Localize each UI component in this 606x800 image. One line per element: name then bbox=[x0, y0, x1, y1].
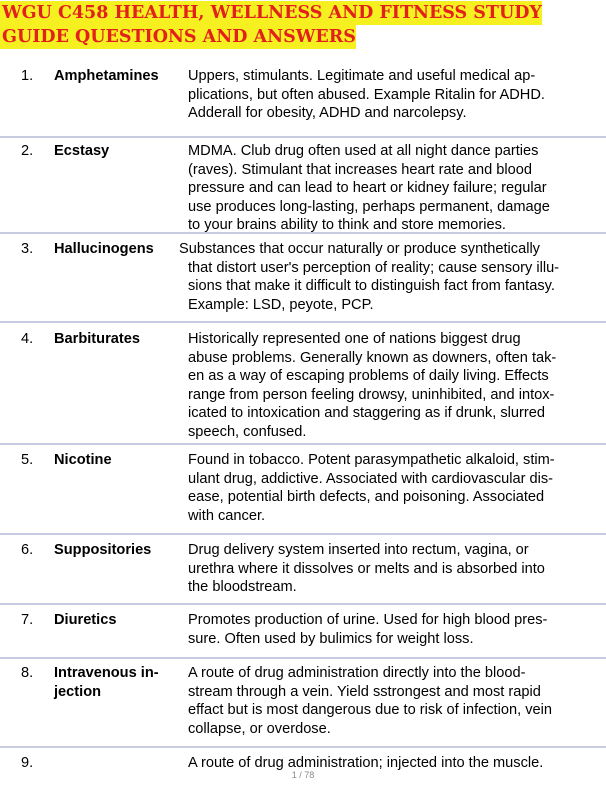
flashcard-row bbox=[0, 659, 606, 748]
flashcard-row bbox=[0, 234, 606, 323]
card-term: Amphetamines bbox=[54, 68, 159, 84]
card-definition: Historically represented one of nations biggest drug abuse problems. Generally known as downers, often tak- en as a way of escaping problems of daily living. Effects range from person feeling drowsy, uninhibited, and intox- icated to intoxication and staggering as if drunk, slurred speech, confused. bbox=[188, 331, 557, 440]
card-number: 3. bbox=[21, 241, 34, 257]
flashcard-row bbox=[0, 58, 606, 138]
card-definition: Promotes production of urine. Used for high blood pres- sure. Often used by bulimics for weight loss. bbox=[188, 612, 548, 647]
card-definition: Drug delivery system inserted into rectum, vagina, or urethra where it dissolves or melts and is absorbed into the bloodstream. bbox=[188, 542, 545, 596]
title-line-1: WGU C458 HEALTH, WELLNESS AND FITNESS STUDY bbox=[2, 3, 542, 23]
card-number: 1. bbox=[21, 68, 34, 84]
card-definition: Substances that occur naturally or produce synthetically that distort user's perception of reality; cause sensory illu- sions that make it difficult to distinguish fact from fantasy. Example: LSD, peyote, PCP. bbox=[179, 241, 560, 313]
card-number: 9. bbox=[21, 755, 34, 771]
flashcard-row bbox=[0, 323, 606, 445]
card-number: 4. bbox=[21, 331, 34, 347]
card-definition: MDMA. Club drug often used at all night dance parties (raves). Stimulant that increases heart rate and blood pressure and can lead to heart or kidney failure; regular use produces long-lasting, perhaps permanent, damage to your brains ability to think and store memories. bbox=[188, 143, 550, 234]
card-term: Hallucinogens bbox=[54, 241, 154, 257]
card-definition: Found in tobacco. Potent parasympathetic alkaloid, stim- ulant drug, addictive. Associated with cardiovascular dis- ease, potential birth defects, and poisoning. Associated with cancer. bbox=[188, 452, 555, 524]
card-term: Nicotine bbox=[54, 452, 112, 468]
card-definition: Uppers, stimulants. Legitimate and useful medical ap- plications, but often abused. Example Ritalin for ADHD. Adderall for obesity, ADHD and narcolepsy. bbox=[188, 68, 545, 122]
flashcard-row bbox=[0, 445, 606, 535]
card-term: Diuretics bbox=[54, 612, 117, 628]
card-term: Barbiturates bbox=[54, 331, 140, 347]
card-number: 5. bbox=[21, 452, 34, 468]
card-definition: A route of drug administration directly into the blood- stream through a vein. Yield sstrongest and most rapid effact but is most dangerous due to risk of infection, vein collapse, or overdose. bbox=[188, 665, 552, 737]
flashcard-row bbox=[0, 605, 606, 659]
flashcard-row bbox=[0, 138, 606, 234]
flashcard-list bbox=[0, 58, 606, 784]
card-term: Ecstasy bbox=[54, 143, 110, 159]
flashcard-row bbox=[0, 535, 606, 605]
page-indicator: 1 / 78 bbox=[291, 770, 315, 780]
card-number: 8. bbox=[21, 665, 34, 681]
card-term: Suppositories bbox=[54, 542, 152, 558]
card-number: 7. bbox=[21, 612, 34, 628]
card-number: 2. bbox=[21, 143, 34, 159]
title-line-2: GUIDE QUESTIONS AND ANSWERS bbox=[2, 27, 356, 47]
card-term: Intravenous in- jection bbox=[54, 665, 159, 700]
card-number: 6. bbox=[21, 542, 34, 558]
card-definition: A route of drug administration; injected into the muscle. bbox=[188, 755, 544, 771]
